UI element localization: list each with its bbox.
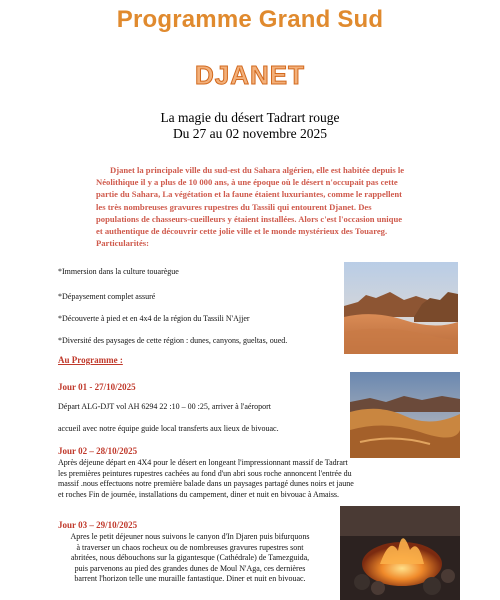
day-text: accueil avec notre équipe guide local transferts aux lieux de bivouac.	[58, 424, 279, 433]
day-text: Départ ALG-DJT vol AH 6294 22 :10 – 00 :25, arriver à l'aéroport	[58, 402, 272, 411]
day-title: Jour 01 - 27/10/2025	[58, 382, 136, 392]
sunset-dunes-photo	[350, 372, 460, 458]
intro-paragraph: Djanet la principale ville du sud-est du Sahara algérien, elle est habitée depuis le Néolithique il y a plus de 10 000 ans, à une époque où le désert n'occupait pas cette partie du Sahara, La végétation et la faune étaient luxuriantes, comme le rappellent les très nombreuses gravures rupestres du Tassili qui entourent Djanet. Des populations de chasseurs-cueilleurs y étaient installées. Alors c'est l'occasion unique et authentique de découvrir cette jolie ville et le monde mystérieux des Touareg. Particularités:	[96, 165, 405, 249]
highlight-item: *Dépaysement complet assuré	[58, 292, 156, 301]
highlight-item: *Découverte à pied et en 4x4 de la région du Tassili N'Ajjer	[58, 314, 250, 323]
day-title: Jour 02 – 28/10/2025	[58, 446, 138, 456]
day-title: Jour 03 – 29/10/2025	[58, 520, 138, 530]
day-text: Après déjeune départ en 4X4 pour le désert en longeant l'impressionnant massif de Tadrart les premières peintures rupestres cachées au fond d'un abri sous roche annoncent l'entrée du massif .nous effectuons notre première balade dans un paysages partagé dunes noirs et jaune et roches Fin de journée, installations du campement, diner et nuit en bivouac à Amaiss.	[58, 458, 354, 499]
highlight-item: *Diversité des paysages de cette région : dunes, canyons, gueltas, oued.	[58, 336, 288, 345]
highlight-item: *Immersion dans la culture touarègue	[58, 267, 179, 276]
programme-heading: Au Programme :	[58, 355, 123, 365]
campfire-photo	[340, 506, 460, 600]
day-text: Apres le petit déjeuner nous suivons le canyon d'In Djaren puis bifurquons à traverser un chaos rocheux ou de nombreuses gravures rupestres sont abritées, nous débouchons sur la gigantesque (Cathédrale) de Tamezguida, puis parvenons au pied des grandes dunes de Moul N'Aga, ces dernières barrent l'horizon telle une muraille fantastique. Diner et nuit en bivouac.	[70, 532, 310, 583]
destination-title: DJANET	[194, 60, 305, 90]
subtitle: La magie du désert Tadrart rouge	[160, 110, 340, 125]
date-range: Du 27 au 02 novembre 2025	[172, 126, 328, 141]
program-title: Programme Grand Sud	[116, 6, 384, 33]
desert-dunes-photo	[344, 262, 458, 354]
